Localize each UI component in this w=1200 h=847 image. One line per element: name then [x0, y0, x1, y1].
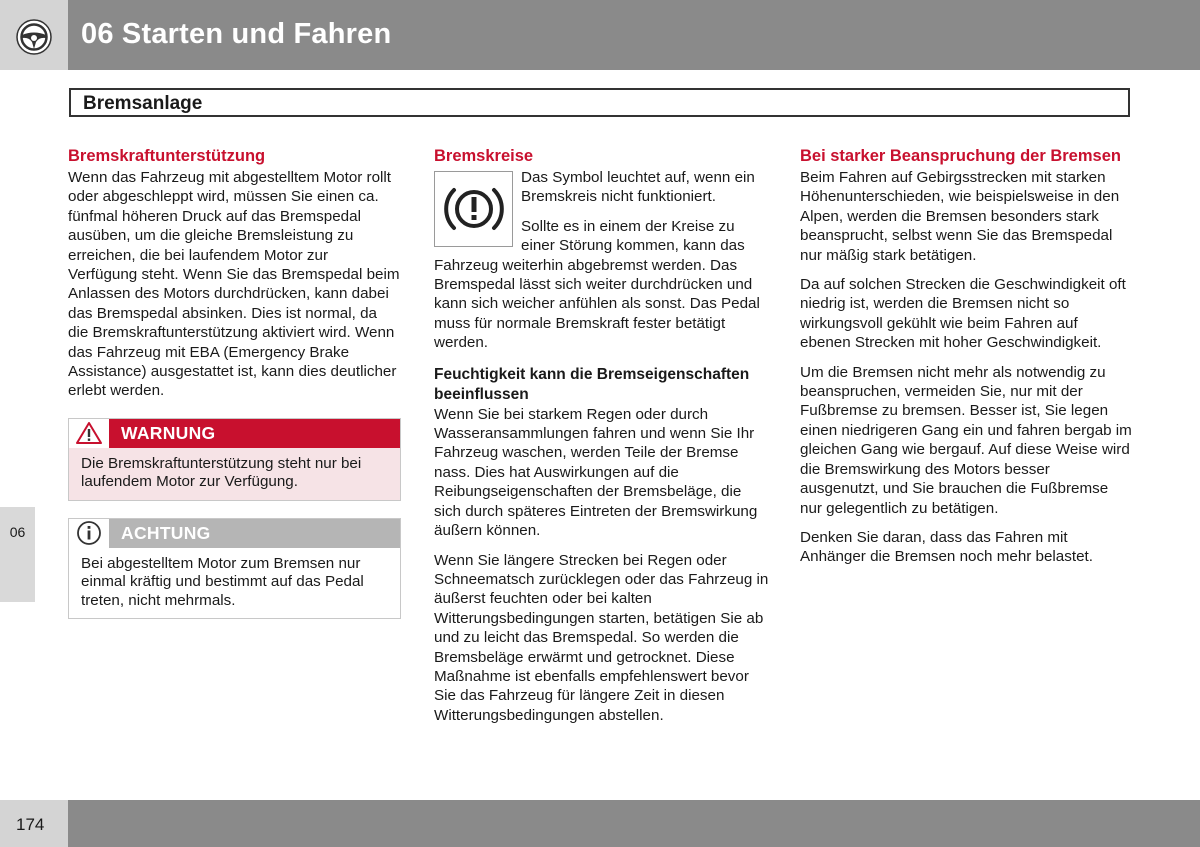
caution-text: Bei abgestelltem Motor zum Bremsen nur einmal kräftig und bestimmt auf das Pedal treten, nicht mehrmals. [69, 548, 400, 619]
rain-advice-text: Wenn Sie längere Strecken bei Regen oder Schneematsch zurücklegen oder das Fahrzeug in äußerst feuchten oder bei kalten Witterungsbedingungen starten, betätigen Sie ab und zu leicht das Bremspedal. So werden die Bremsbeläge erwärmt und getrocknet. Diese Maßnahme ist ebenfalls empfehlenswert bevor Sie das Fahrzeug für längere Zeit in diesen Witterungsbedingungen abstellen. [434, 551, 769, 724]
brake-assist-text: Wenn das Fahrzeug mit abgestelltem Motor rollt oder abgeschleppt wird, müssen Sie einen ca. fünfmal höheren Druck auf das Bremspedal ausüben, um die gleiche Bremsleistung zu erreichen, die bei laufendem Motor zur Verfügung steht. Wenn Sie das Bremspedal beim Anlassen des Motors durchdrücken, kann dabei das Bremspedal absinken. Dies ist normal, da die Bremskraftunterstützung aktiviert wird. Wenn das Fahrzeug mit EBA (Emergency Brake Assistance) ausgestattet ist, kann dies deutlicher erlebt werden. [68, 169, 400, 400]
brake-circuit-failure-text: Sollte es in einem der Kreise zu einer Störung kommen, kann das Fahrzeug weiterhin abgebremst werden. Das Bremspedal lässt sich weiter durchdrücken und kann sich weicher anfühlen als sonst. Das Pedal muss für normale Bremskraft fester betätigt werden. [434, 217, 760, 352]
brake-symbol-box [434, 171, 513, 247]
chapter-side-tab [0, 507, 35, 602]
heading-brake-circuits: Bremskreise [434, 147, 534, 165]
column-brake-assist [68, 146, 401, 619]
steering-wheel-icon [15, 18, 53, 56]
caution-header [69, 519, 400, 548]
section-title: Bremsanlage [83, 93, 203, 114]
subheading-moisture: Feuchtigkeit kann die Bremseigenschaften beeinflussen [434, 365, 750, 403]
mountain-text: Beim Fahren auf Gebirgsstrecken mit starken Höhenunterschieden, wie beispielsweise in den Alpen, werden die Bremsen besonders stark beansprucht, selbst wenn Sie das Bremspedal nur mäßig stark betätigen. [800, 169, 1120, 264]
caution-icon-box [69, 519, 109, 548]
warning-triangle-icon [75, 421, 103, 445]
warning-icon-box [69, 419, 109, 448]
warning-label: WARNUNG [121, 422, 216, 443]
section-header [69, 88, 1130, 117]
footer-bar [68, 800, 1200, 847]
caution-box [68, 518, 401, 620]
brake-circuit-symbol-text: Das Symbol leuchtet auf, wenn ein Bremskreis nicht funktioniert. [521, 169, 755, 206]
side-tab-label: 06 [9, 524, 26, 540]
column-brake-circuits [434, 146, 770, 725]
brake-warning-icon [443, 181, 505, 237]
warning-header [69, 419, 400, 448]
warning-text: Die Bremskraftunterstützung steht nur bei laufendem Motor zur Verfügung. [69, 448, 400, 500]
engine-brake-text: Um die Bremsen nicht mehr als notwendig zu beanspruchen, vermeiden Sie, nur mit der Fußbremse zu bremsen. Besser ist, Sie legen einen niedrigeren Gang ein und fahren bergab im gleichen Gang wie bergauf. Auf diese Weise wird die Bremswirkung des Motors besser ausgenutzt, und Sie brauchen die Fußbremse nur gelegentlich zu betätigen. [800, 363, 1132, 517]
cooling-text: Da auf solchen Strecken die Geschwindigkeit oft niedrig ist, werden die Bremsen nicht so wirkungsvoll gekühlt wie beim Fahren auf ebenen Strecken mit hoher Geschwindigkeit. [800, 276, 1126, 352]
chapter-title: 06 Starten und Fahren [81, 18, 392, 50]
moisture-text: Wenn Sie bei starkem Regen oder durch Wasseransammlungen fahren und wenn Sie Ihr Fahrzeug waschen, werden Teile der Bremse nass. Dies hat Auswirkungen auf die Reibungseigenschaften der Bremsbeläge, die sich durch späteres Eintreten der Bremswirkung äußern können. [434, 405, 758, 540]
heading-brake-assist: Bremskraftunterstützung [68, 147, 266, 165]
info-circle-icon [76, 520, 102, 546]
heading-heavy-load: Bei starker Beanspruchung der Bremsen [800, 147, 1121, 165]
warning-box [68, 418, 401, 501]
column-heavy-load [800, 146, 1132, 567]
trailer-text: Denken Sie daran, dass das Fahren mit Anhänger die Bremsen noch mehr belastet. [800, 528, 1093, 566]
page-number: 174 [16, 815, 45, 834]
caution-label: ACHTUNG [121, 522, 211, 543]
